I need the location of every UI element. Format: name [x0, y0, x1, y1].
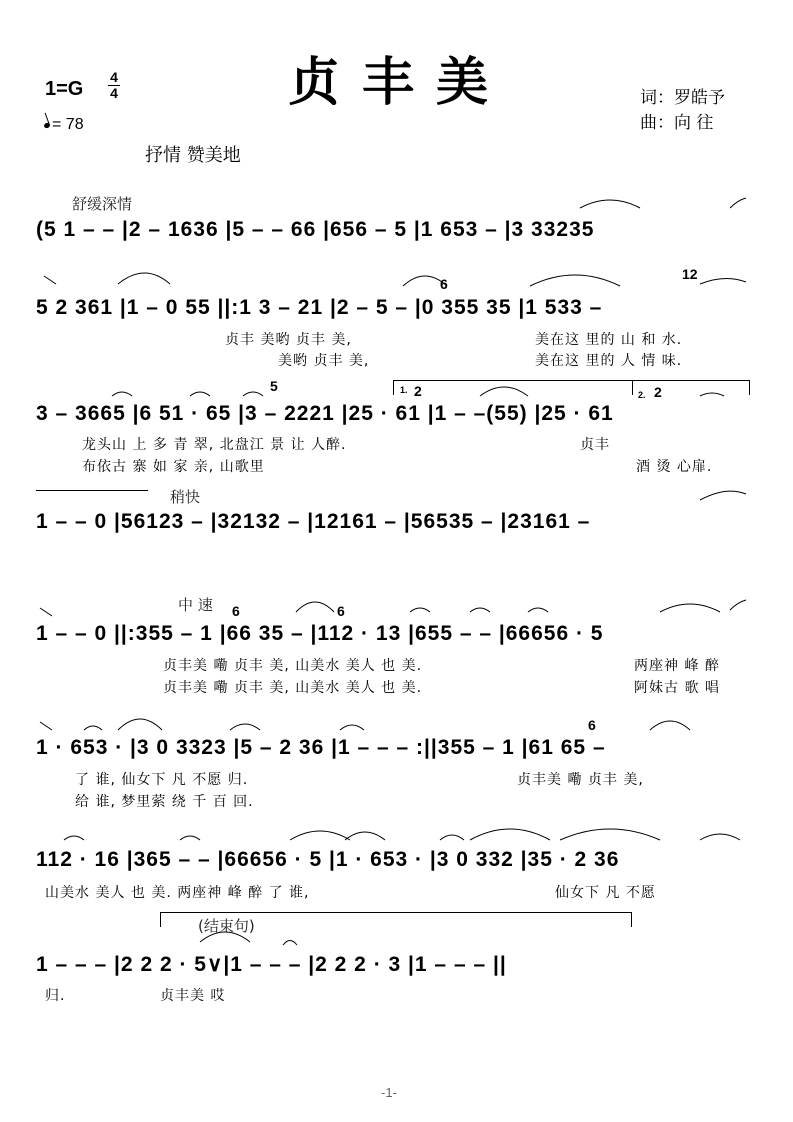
section-mark: 舒缓深情 [72, 195, 133, 213]
lyric-line: 美在这 里的 人 情 味. [535, 353, 683, 369]
slur [700, 491, 746, 500]
notation-row-3: 3 – 3665 |6 51 · 65 |3 – 2221 |25 · 61 |1 – –(55) |25 · 61 [36, 402, 614, 425]
expression-marking: 抒情 赞美地 [145, 145, 241, 166]
tuplet-number: 12 [682, 266, 698, 282]
section-mark: 中 速 [178, 596, 213, 614]
slur [410, 608, 430, 612]
slur [180, 836, 200, 840]
slur [296, 602, 334, 612]
section-mark: 稍快 [170, 488, 201, 506]
slur [650, 721, 690, 730]
slur [730, 600, 746, 610]
lyric-line: 仙女下 凡 不愿 [555, 885, 656, 901]
slur [340, 725, 364, 730]
slur [64, 836, 84, 840]
slur [470, 829, 550, 840]
slur [403, 276, 447, 286]
slur [230, 724, 260, 730]
lyric-line: 山美水 美人 也 美. 两座神 峰 醉 了 谁, [45, 885, 310, 901]
grace-note: 2 [654, 384, 662, 400]
lyric-line: 贞丰 [580, 437, 610, 453]
slur [243, 392, 263, 396]
page-number: -1- [381, 1085, 397, 1100]
slur [700, 834, 740, 840]
slur [700, 393, 724, 396]
slur [190, 392, 210, 396]
volta-number: 1. [400, 385, 408, 395]
lyric-line: 给 谁, 梦里萦 绕 千 百 回. [75, 794, 254, 810]
lyric-line: 归. [45, 988, 66, 1004]
grace-note: 6 [232, 603, 240, 619]
key-signature: 1=G [45, 78, 84, 100]
notation-row-5: 1 – – 0 ||:355 – 1 |66 35 – |112 · 13 |655 – – |66656 · 5 [36, 622, 604, 645]
song-title: 贞丰美 [288, 53, 511, 113]
notation-row-6: 1 · 653 · |3 0 3323 |5 – 2 36 |1 – – – :||355 – 1 |61 65 – [36, 736, 606, 759]
slur [40, 608, 52, 616]
slur [290, 831, 350, 840]
slur [470, 608, 490, 612]
lyric-line: 布依古 寨 如 家 亲, 山歌里 [82, 459, 265, 475]
tuplet-number: 6 [440, 276, 448, 292]
lyric-line: 美哟 贞丰 美, [278, 353, 370, 369]
notation-row-1: (5 1 – – |2 – 1636 |5 – – 66 |656 – 5 |1 653 – |3 33235 [36, 218, 595, 241]
lyric-line: 美在这 里的 山 和 水. [535, 332, 683, 348]
lyric-line: 贞丰美 哎 [160, 988, 226, 1004]
slur [345, 832, 385, 840]
volta-number: 2. [638, 390, 646, 400]
section-mark: (结束句) [198, 917, 255, 935]
lyric-line: 酒 烫 心扉. [636, 459, 713, 475]
tempo-value: = 78 [52, 116, 84, 133]
slur [580, 200, 640, 208]
lyric-line: 贞丰美 嘞 贞丰 美, [517, 772, 644, 788]
slur [118, 273, 170, 284]
slur [118, 719, 162, 730]
slur [112, 392, 132, 396]
grace-note: 2 [414, 383, 422, 399]
slur [530, 275, 620, 286]
slur [440, 835, 464, 840]
meter-top: 4 [110, 69, 118, 85]
slur [84, 726, 102, 730]
lyric-line: 龙头山 上 多 青 翠, 北盘江 景 让 人醉. [82, 437, 347, 453]
lyric-line: 阿妹古 歌 唱 [634, 680, 720, 696]
notation-row-7: 112 · 16 |365 – – |66656 · 5 |1 · 653 · |3 0 332 |35 · 2 36 [36, 848, 620, 871]
slur [40, 722, 52, 730]
notation-row-4: 1 – – 0 |56123 – |32132 – |12161 – |56535 – |23161 – [36, 510, 591, 533]
lyric-line: 贞丰美 嘞 贞丰 美, 山美水 美人 也 美. [163, 658, 423, 674]
tuplet-number: 6 [337, 603, 345, 619]
lyric-line: 贞丰 美哟 贞丰 美, [225, 332, 352, 348]
slur [660, 604, 720, 612]
grace-note: 6 [588, 717, 596, 733]
notation-row-8: 1 – – – |2 2 2 · 5∨|1 – – – |2 2 2 · 3 |1 – – – || [36, 953, 507, 976]
slur [480, 387, 528, 396]
slur [528, 608, 548, 612]
meter-bottom: 4 [110, 85, 118, 101]
tuplet-number: 5 [270, 378, 278, 394]
composer-credit: 曲：向 往 [640, 113, 714, 133]
lyric-line: 两座神 峰 醉 [634, 658, 720, 674]
slur [700, 278, 746, 284]
notation-row-2: 5 2 361 |1 – 0 55 ||:1 3 – 21 |2 – 5 – |0 355 35 |1 533 – [36, 296, 603, 319]
slur [44, 276, 56, 284]
slur [200, 932, 250, 942]
slur [730, 198, 746, 208]
slur [560, 829, 660, 840]
lyric-line: 了 谁, 仙女下 凡 不愿 归. [75, 772, 249, 788]
lyric-line: 贞丰美 嘞 贞丰 美, 山美水 美人 也 美. [163, 680, 423, 696]
fermata [283, 941, 297, 946]
lyricist-credit: 词：罗皓予 [640, 88, 725, 108]
